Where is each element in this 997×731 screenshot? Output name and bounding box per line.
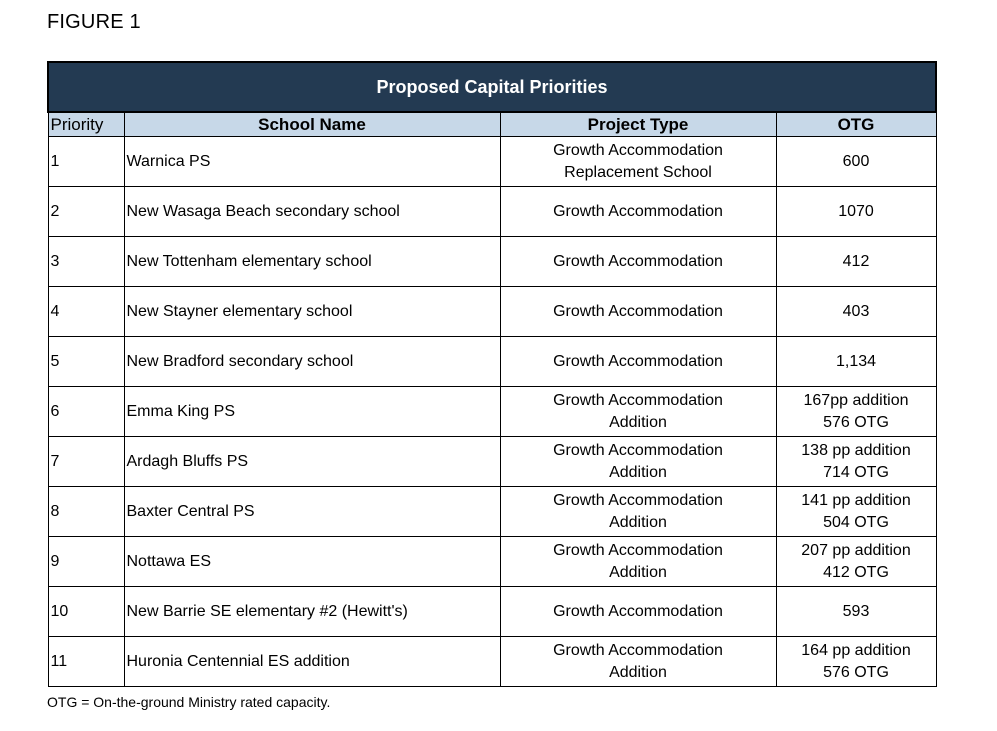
project-type-line: Growth Accommodation (553, 302, 723, 320)
project-type-line: Addition (609, 413, 667, 431)
school-name-cell: Warnica PS (124, 137, 500, 187)
project-type-line: Growth Accommodation (553, 352, 723, 370)
otg-line: 207 pp addition (801, 541, 911, 559)
otg-line: 714 OTG (823, 463, 889, 481)
project-type-cell (500, 187, 776, 237)
table-body (48, 137, 936, 687)
otg-cell (776, 387, 936, 437)
table-header-row (48, 112, 936, 137)
project-type-line: Addition (609, 663, 667, 681)
project-type-line: Growth Accommodation (553, 541, 723, 559)
otg-cell (776, 237, 936, 287)
header-school-name: School Name (124, 112, 500, 137)
school-name-cell: Nottawa ES (124, 537, 500, 587)
school-name-cell: Ardagh Bluffs PS (124, 437, 500, 487)
priority-cell: 2 (48, 187, 124, 237)
otg-cell (776, 587, 936, 637)
project-type-line: Growth Accommodation (553, 202, 723, 220)
project-type-line: Growth Accommodation (553, 641, 723, 659)
school-name-cell: New Barrie SE elementary #2 (Hewitt's) (124, 587, 500, 637)
school-name-cell: Huronia Centennial ES addition (124, 637, 500, 687)
school-name-cell: Emma King PS (124, 387, 500, 437)
school-name-cell: Baxter Central PS (124, 487, 500, 537)
table-row (48, 437, 936, 487)
project-type-line: Growth Accommodation (553, 141, 723, 159)
otg-line: 1070 (838, 202, 874, 220)
priority-cell: 6 (48, 387, 124, 437)
project-type-cell (500, 337, 776, 387)
table-row (48, 587, 936, 637)
otg-cell (776, 187, 936, 237)
table-row (48, 387, 936, 437)
project-type-line: Growth Accommodation (553, 252, 723, 270)
table-row (48, 287, 936, 337)
table-row (48, 137, 936, 187)
table-row (48, 637, 936, 687)
table-row (48, 237, 936, 287)
header-project-type: Project Type (500, 112, 776, 137)
otg-line: 600 (842, 152, 870, 170)
header-priority: Priority (48, 112, 124, 137)
otg-line: 576 OTG (823, 663, 889, 681)
otg-cell (776, 337, 936, 387)
otg-cell (776, 637, 936, 687)
project-type-line: Growth Accommodation (553, 441, 723, 459)
otg-cell (776, 137, 936, 187)
capital-priorities-table (47, 61, 937, 687)
table-row (48, 487, 936, 537)
otg-cell (776, 537, 936, 587)
project-type-cell (500, 237, 776, 287)
priority-cell: 7 (48, 437, 124, 487)
otg-line: 576 OTG (823, 413, 889, 431)
table-row (48, 537, 936, 587)
school-name-cell: New Bradford secondary school (124, 337, 500, 387)
otg-line: 167pp addition (803, 391, 909, 409)
figure-label: FIGURE 1 (47, 11, 141, 33)
school-name-cell: New Wasaga Beach secondary school (124, 187, 500, 237)
priority-cell: 8 (48, 487, 124, 537)
otg-line: 412 OTG (823, 563, 889, 581)
project-type-line: Growth Accommodation (553, 602, 723, 620)
priority-cell: 9 (48, 537, 124, 587)
table-title: Proposed Capital Priorities (48, 62, 936, 112)
priority-cell: 4 (48, 287, 124, 337)
project-type-line: Addition (609, 513, 667, 531)
project-type-line: Replacement School (564, 163, 712, 181)
project-type-cell (500, 537, 776, 587)
project-type-line: Addition (609, 463, 667, 481)
priority-cell: 11 (48, 637, 124, 687)
otg-line: 412 (842, 252, 870, 270)
project-type-cell (500, 587, 776, 637)
otg-line: 141 pp addition (801, 491, 911, 509)
otg-cell (776, 487, 936, 537)
otg-line: 1,134 (835, 352, 877, 370)
project-type-cell (500, 437, 776, 487)
otg-line: 504 OTG (823, 513, 889, 531)
project-type-cell (500, 637, 776, 687)
otg-cell (776, 287, 936, 337)
table-row (48, 337, 936, 387)
school-name-cell: New Stayner elementary school (124, 287, 500, 337)
footnote: OTG = On-the-ground Ministry rated capacity. (47, 694, 331, 710)
priority-cell: 3 (48, 237, 124, 287)
project-type-cell (500, 387, 776, 437)
project-type-cell (500, 137, 776, 187)
priority-cell: 10 (48, 587, 124, 637)
priority-cell: 5 (48, 337, 124, 387)
school-name-cell: New Tottenham elementary school (124, 237, 500, 287)
otg-cell (776, 437, 936, 487)
header-otg: OTG (776, 112, 936, 137)
otg-line: 593 (842, 602, 870, 620)
project-type-line: Growth Accommodation (553, 491, 723, 509)
project-type-cell (500, 487, 776, 537)
table-row (48, 187, 936, 237)
otg-line: 403 (842, 302, 870, 320)
project-type-line: Growth Accommodation (553, 391, 723, 409)
project-type-cell (500, 287, 776, 337)
project-type-line: Addition (609, 563, 667, 581)
priority-cell: 1 (48, 137, 124, 187)
otg-line: 164 pp addition (801, 641, 911, 659)
otg-line: 138 pp addition (801, 441, 911, 459)
